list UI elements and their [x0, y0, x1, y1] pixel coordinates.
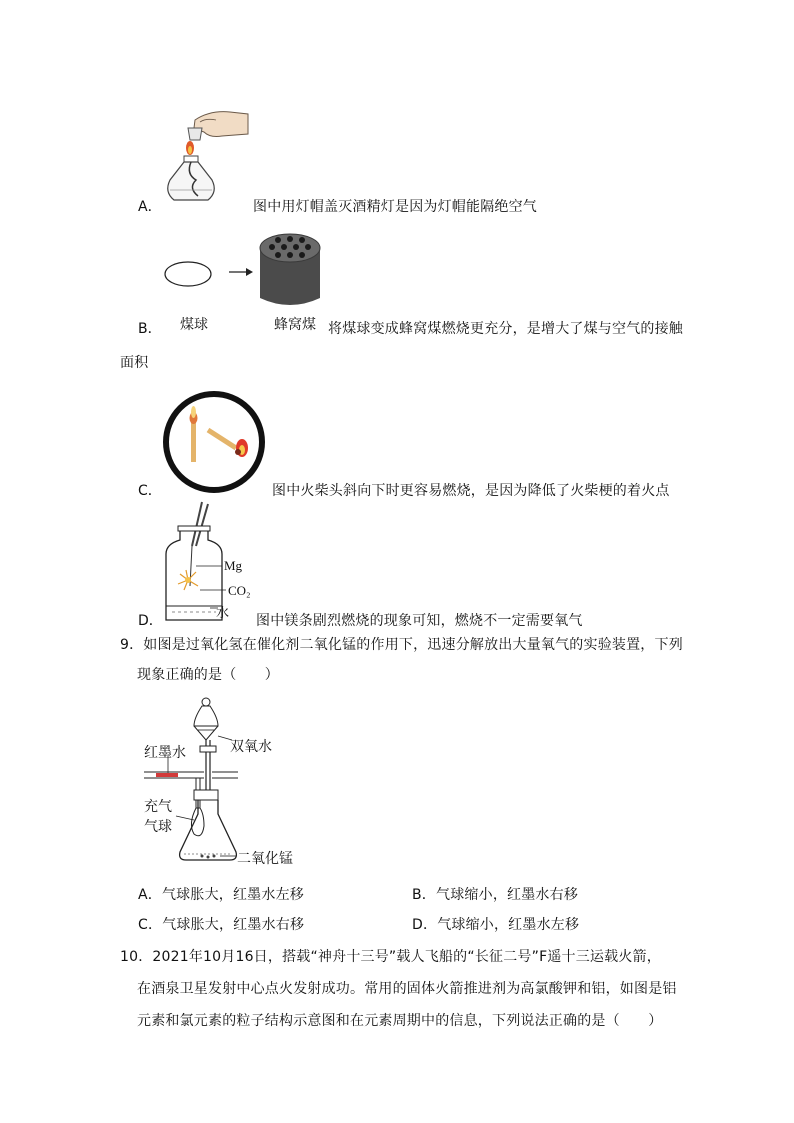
matches-figure	[160, 392, 272, 496]
h2o2-apparatus-figure	[140, 696, 300, 868]
water-label: 水	[216, 606, 230, 621]
option-a-letter: A．	[138, 199, 162, 215]
q9-choice-d	[412, 914, 579, 934]
choice-text: 气球缩小，红墨水左移	[437, 917, 580, 933]
red-ink-label: 红墨水	[144, 745, 186, 761]
option-c-letter: C．	[138, 483, 162, 499]
choice-text: 气球胀大，红墨水左移	[161, 887, 304, 903]
q10-line1: 10．2021年10月16日，搭载“神舟十三号”载人飞船的“长征二号”F遥十三运载火箭，	[120, 949, 661, 965]
option-a-text: 图中用灯帽盖灭酒精灯是因为灯帽能隔绝空气	[253, 199, 537, 215]
coal-ball-label: 煤球	[180, 317, 208, 333]
choice-letter: D．	[412, 917, 438, 933]
q9-choice-c	[138, 914, 304, 934]
co2-label: CO₂	[228, 583, 251, 598]
choice-letter: A．	[138, 887, 162, 903]
balloon-label-2: 气球	[144, 819, 172, 835]
q9-line1: 9．如图是过氧化氢在催化剂二氧化锰的作用下，迅速分解放出大量氧气的实验装置，下列	[120, 637, 683, 653]
q10-line2: 在酒泉卫星发射中心点火发射成功。常用的固体火箭推进剂为高氯酸钾和铝，如图是铝	[137, 981, 677, 997]
option-d-text: 图中镁条剧烈燃烧的现象可知，燃烧不一定需要氧气	[256, 613, 583, 629]
mg-label: Mg	[224, 558, 243, 573]
option-b-text-line2: 面积	[120, 355, 149, 371]
q9-choice-b	[412, 884, 578, 904]
choice-letter: B．	[412, 887, 437, 903]
alcohol-lamp-figure	[160, 108, 255, 208]
q10-line3: 元素和氯元素的粒子结构示意图和在元素周期中的信息，下列说法正确的是（ ）	[137, 1013, 663, 1029]
option-b-text-line1: 将煤球变成蜂窝煤燃烧更充分，是增大了煤与空气的接触	[328, 321, 683, 337]
arrow-right-icon	[228, 266, 254, 278]
mno2-label: 二氧化锰	[237, 851, 293, 867]
q9-line2: 现象正确的是（ ）	[137, 667, 279, 683]
magnesium-co2-figure	[160, 500, 260, 624]
honeycomb-label: 蜂窝煤	[274, 317, 316, 333]
coal-ball-icon	[164, 260, 214, 290]
choice-text: 气球胀大，红墨水右移	[162, 917, 305, 933]
choice-text: 气球缩小，红墨水右移	[436, 887, 579, 903]
option-b-letter: B．	[138, 321, 162, 337]
option-d-letter: D．	[138, 613, 163, 629]
choice-letter: C．	[138, 917, 163, 933]
balloon-label-1: 充气	[144, 799, 172, 815]
h2o2-label: 双氧水	[230, 739, 272, 755]
option-c-text: 图中火柴头斜向下时更容易燃烧，是因为降低了火柴梗的着火点	[272, 483, 670, 499]
q9-choice-a	[138, 884, 304, 904]
honeycomb-briquette-icon	[257, 232, 323, 312]
